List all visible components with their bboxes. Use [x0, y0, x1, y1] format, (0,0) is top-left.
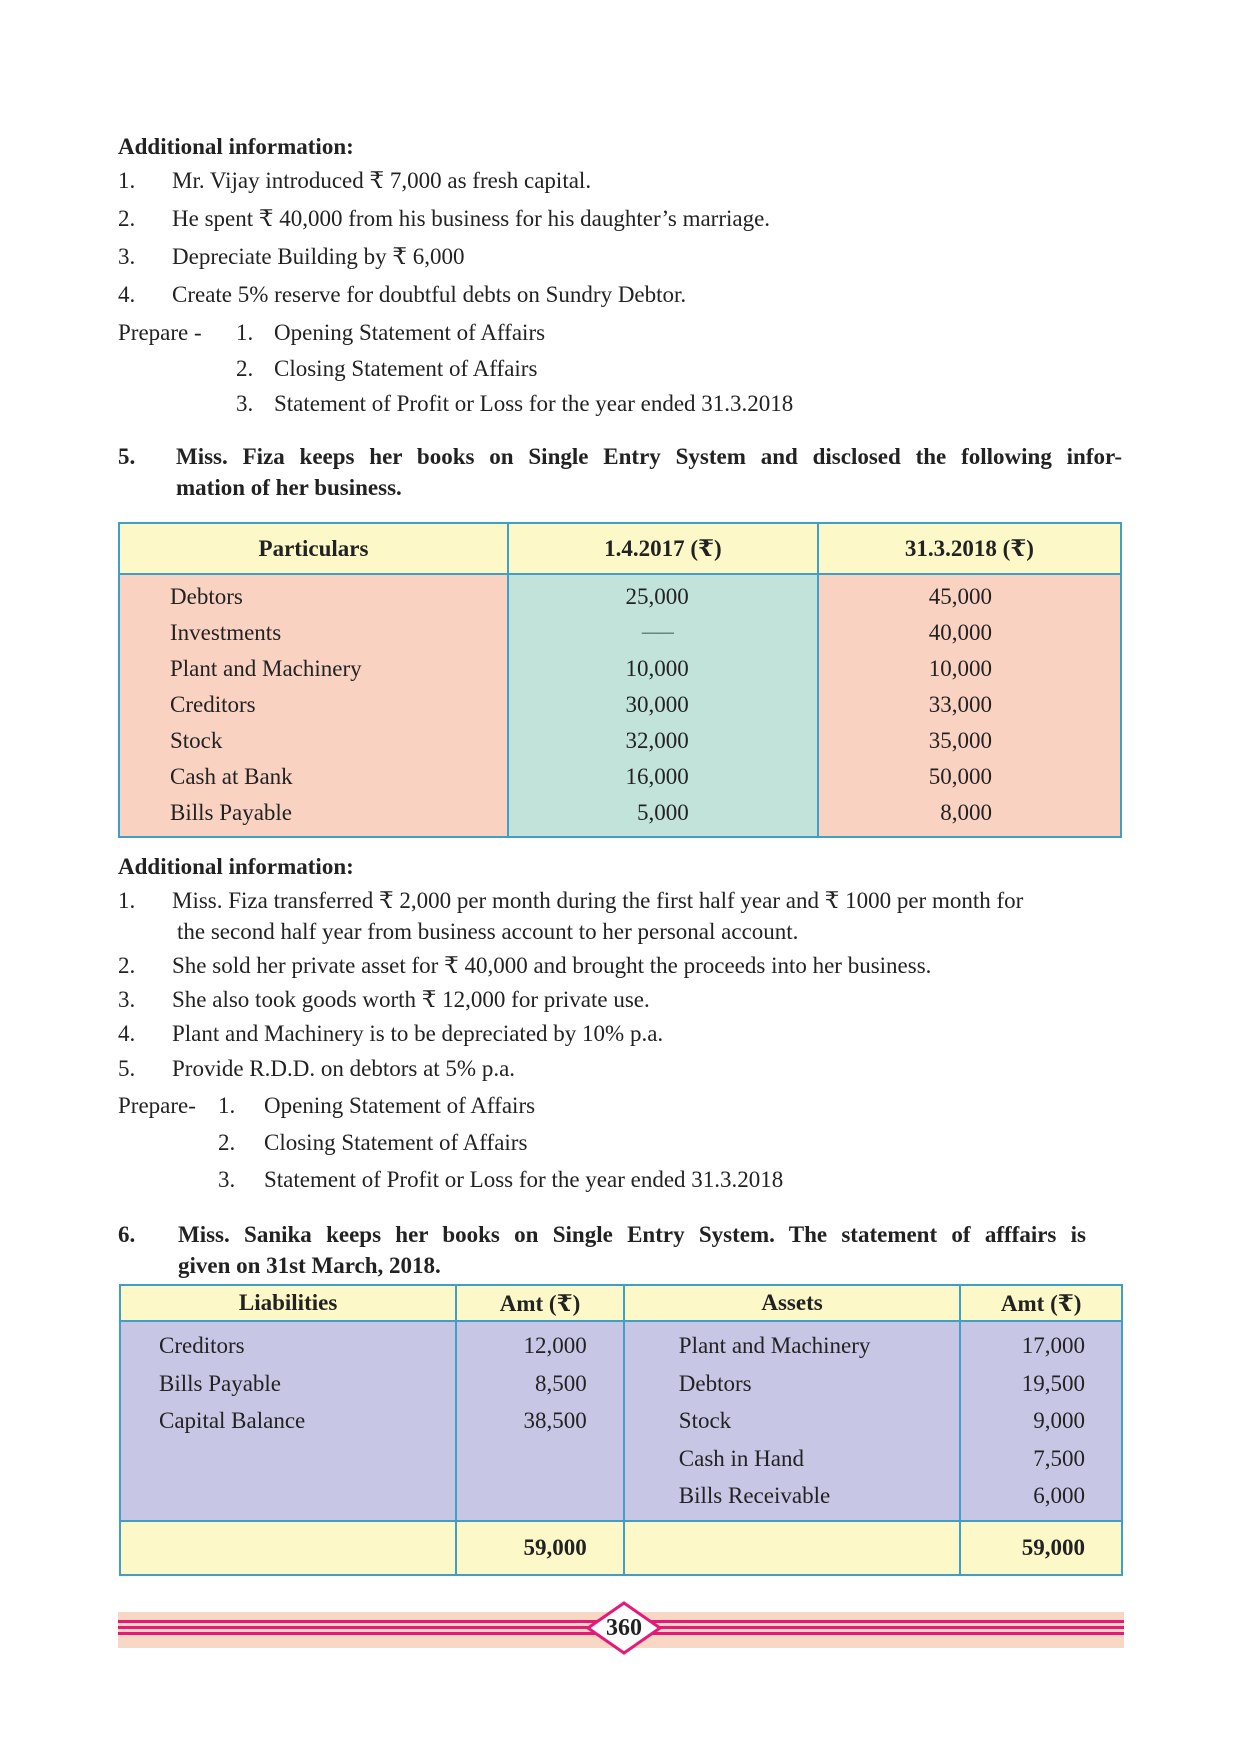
- table-cell: [624, 1521, 961, 1575]
- list-item-number: 4.: [118, 1021, 136, 1046]
- list-item: He spent ₹ 40,000 from his business for his daughter’s marriage.: [172, 206, 771, 231]
- table-cell: 25,000: [625, 584, 689, 609]
- table-cell: 10,000: [625, 656, 689, 681]
- table-cell: Stock: [678, 1408, 732, 1433]
- table-cell: Stock: [170, 728, 223, 753]
- table-cell: 40,000: [928, 620, 992, 645]
- question-5-text-line1: Miss. Fiza keeps her books on Single Entry System and disclosed the following infor-: [176, 444, 1122, 469]
- list-item: Plant and Machinery is to be depreciated by 10% p.a.: [172, 1021, 664, 1046]
- list-item: She also took goods worth ₹ 12,000 for private use.: [172, 987, 650, 1012]
- liabilities-column: [120, 1321, 456, 1521]
- list-item-continuation: the second half year from business account to her personal account.: [177, 919, 799, 944]
- prepare-item-number: 1.: [236, 320, 254, 345]
- table-cell: 30,000: [625, 692, 689, 717]
- column-header-closing: 31.3.2018 (₹): [818, 523, 1121, 574]
- table-cell: 5,000: [637, 800, 689, 825]
- table-cell: Creditors: [159, 1333, 245, 1358]
- table-cell: Bills Payable: [159, 1370, 282, 1396]
- list-item: Depreciate Building by ₹ 6,000: [172, 244, 465, 269]
- column-header-assets-amount: Amt (₹): [960, 1285, 1122, 1321]
- table-cell: Plant and Machinery: [678, 1333, 871, 1358]
- assets-column: [624, 1321, 961, 1521]
- prepare-item: Closing Statement of Affairs: [264, 1130, 528, 1155]
- table-header-row: [120, 1285, 1122, 1321]
- table-cell: 8,500: [535, 1370, 587, 1396]
- list-item-number: 1.: [118, 168, 136, 193]
- table-cell: 12,000: [523, 1333, 587, 1358]
- prepare-label: Prepare-: [118, 1093, 196, 1118]
- list-item-number: 3.: [118, 244, 136, 269]
- table-cell: Investments: [170, 620, 282, 645]
- table-cell: 33,000: [928, 692, 992, 717]
- page-number-badge: [585, 1600, 663, 1656]
- list-item: She sold her private asset for ₹ 40,000 and brought the proceeds into her business.: [172, 953, 932, 978]
- prepare-item: Closing Statement of Affairs: [274, 356, 538, 381]
- page-number: 360: [606, 1615, 642, 1641]
- column-header-liabilities-amount: Amt (₹): [456, 1285, 624, 1321]
- table-cell: 38,500: [523, 1408, 587, 1433]
- table-cell: 7,500: [1033, 1445, 1085, 1471]
- particulars-column: [119, 574, 508, 837]
- table-cell: Capital Balance: [159, 1408, 306, 1433]
- table-cell: Debtors: [678, 1370, 752, 1396]
- list-item-number: 2.: [118, 206, 136, 231]
- table-cell: 6,000: [1033, 1483, 1085, 1508]
- prepare-item-number: 2.: [218, 1130, 236, 1155]
- prepare-label: Prepare -: [118, 320, 202, 345]
- table-cell: [120, 1521, 456, 1575]
- table-cell-dash: ——: [641, 624, 674, 641]
- table-body-row: [120, 1321, 1122, 1521]
- liabilities-amount-column: [456, 1321, 624, 1521]
- table-cell: 32,000: [625, 728, 689, 753]
- prepare-item: Statement of Profit or Loss for the year ended 31.3.2018: [264, 1167, 784, 1192]
- table-cell: Bills Payable: [170, 800, 293, 825]
- list-item: Create 5% reserve for doubtful debts on Sundry Debtor.: [172, 282, 687, 307]
- additional-info-heading-q5: Additional information:: [118, 854, 354, 879]
- table-cell: 17,000: [1021, 1333, 1085, 1358]
- table-cell: 16,000: [625, 764, 689, 789]
- prepare-item-number: 3.: [218, 1167, 236, 1192]
- table-cell: 9,000: [1033, 1408, 1085, 1433]
- question-6-text-line1: Miss. Sanika keeps her books on Single Entry System. The statement of afffairs is: [178, 1222, 1086, 1247]
- question-6-text-line2: given on 31st March, 2018.: [178, 1253, 441, 1278]
- table-cell: 35,000: [928, 728, 992, 753]
- column-header-opening: 1.4.2017 (₹): [508, 523, 818, 574]
- table-cell: 45,000: [928, 584, 992, 609]
- prepare-item-number: 1.: [218, 1093, 236, 1118]
- list-item-number: 4.: [118, 282, 136, 307]
- question-5-text-line2: mation of her business.: [176, 475, 402, 500]
- question-5-number: 5.: [118, 444, 136, 469]
- column-header-assets: Assets: [624, 1285, 961, 1321]
- table-cell: Bills Receivable: [678, 1483, 831, 1508]
- closing-balance-column: [818, 574, 1121, 837]
- table-body-row: [119, 574, 1121, 837]
- list-item-number: 3.: [118, 987, 136, 1012]
- opening-balance-column: [508, 574, 818, 837]
- table-cell: 8,000: [940, 800, 992, 825]
- total-assets: 59,000: [960, 1521, 1122, 1575]
- sanika-statement-of-affairs: [119, 1284, 1123, 1576]
- prepare-item: Opening Statement of Affairs: [264, 1093, 536, 1118]
- table-cell: 19,500: [1021, 1370, 1085, 1396]
- column-header-particulars: Particulars: [119, 523, 508, 574]
- list-item: Miss. Fiza transferred ₹ 2,000 per month during the first half year and ₹ 1000 per month for: [172, 888, 1024, 913]
- table-header-row: [119, 523, 1121, 574]
- question-6-number: 6.: [118, 1222, 136, 1247]
- prepare-item-number: 3.: [236, 391, 254, 416]
- list-item: Mr. Vijay introduced ₹ 7,000 as fresh capital.: [172, 168, 592, 193]
- table-cell: Plant and Machinery: [170, 656, 362, 681]
- assets-amount-column: [960, 1321, 1122, 1521]
- fiza-balances-table: [118, 522, 1122, 838]
- list-item: Provide R.D.D. on debtors at 5% p.a.: [172, 1056, 516, 1081]
- total-liabilities: 59,000: [456, 1521, 624, 1575]
- table-cell: Creditors: [170, 692, 256, 717]
- table-total-row: [120, 1521, 1122, 1575]
- list-item-number: 5.: [118, 1056, 136, 1081]
- list-item-number: 2.: [118, 953, 136, 978]
- prepare-item: Opening Statement of Affairs: [274, 320, 546, 345]
- prepare-item: Statement of Profit or Loss for the year ended 31.3.2018: [274, 391, 794, 416]
- prepare-item-number: 2.: [236, 356, 254, 381]
- table-cell: Cash at Bank: [170, 764, 293, 789]
- column-header-liabilities: Liabilities: [120, 1285, 456, 1321]
- table-cell: 50,000: [928, 764, 992, 789]
- list-item-number: 1.: [118, 888, 136, 913]
- additional-info-heading-top: Additional information:: [118, 134, 354, 159]
- table-cell: Debtors: [170, 584, 243, 609]
- table-cell: Cash in Hand: [678, 1445, 805, 1471]
- table-cell: 10,000: [928, 656, 992, 681]
